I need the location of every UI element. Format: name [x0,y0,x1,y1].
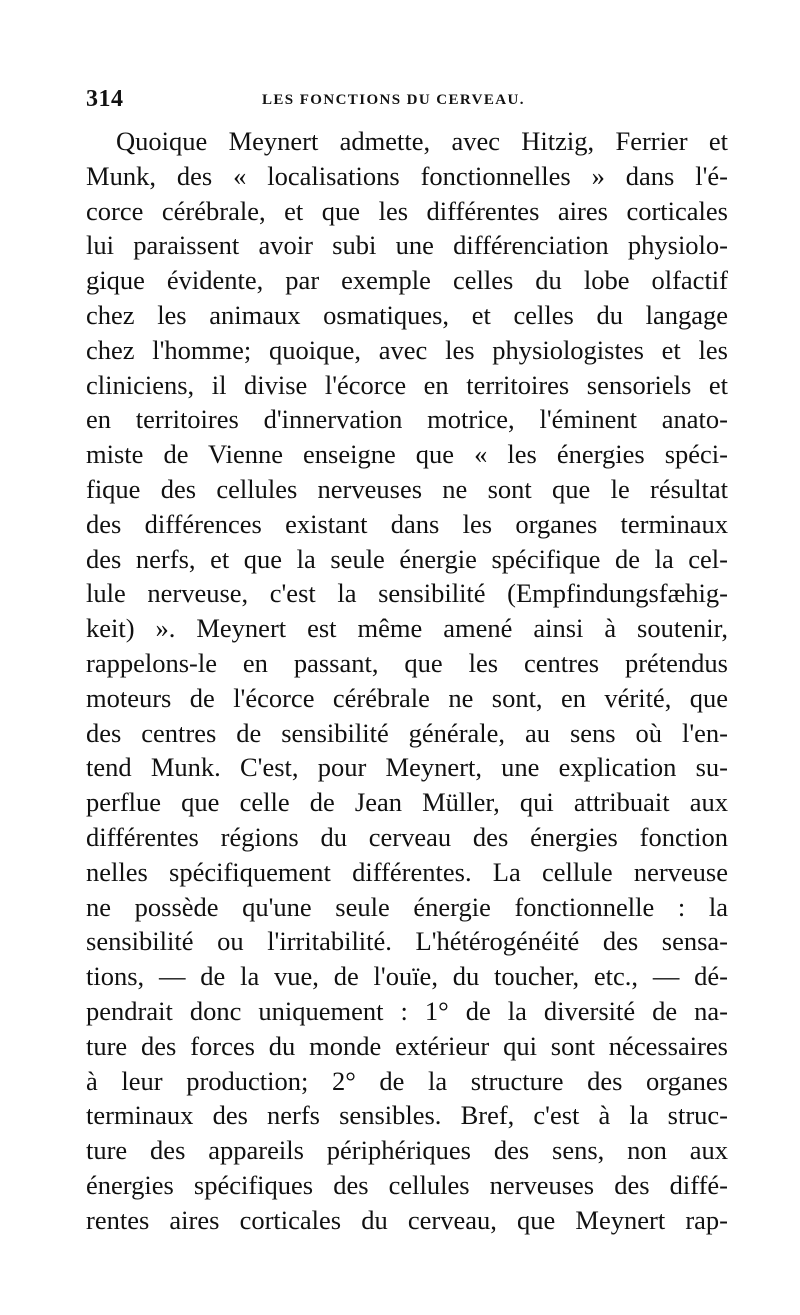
text-line: ture des appareils périphériques des sens, non aux [86,1135,728,1166]
text-line: en territoires d'innervation motrice, l'éminent anato- [86,404,728,435]
text-line: gique évidente, par exemple celles du lobe olfactif [86,265,728,296]
text-line: nelles spécifiquement différentes. La cellule nerveuse [86,856,728,887]
text-line: tions, — de la vue, de l'ouïe, du toucher, etc., — dé- [86,961,728,992]
text-line: lui paraissent avoir subi une différenciation physiolo- [86,230,728,261]
text-line: corce cérébrale, et que les différentes aires corticales [86,195,728,226]
text-line: moteurs de l'écorce cérébrale ne sont, en vérité, que [86,682,728,713]
text-line: pendrait donc uniquement : 1° de la diversité de na- [86,995,728,1026]
text-line: lule nerveuse, c'est la sensibilité (Empfindungsfæhig- [86,578,728,609]
text-line: perflue que celle de Jean Müller, qui attribuait aux [86,787,728,818]
text-line: miste de Vienne enseigne que « les énergies spéci- [86,439,728,470]
text-line: cliniciens, il divise l'écorce en territoires sensoriels et [86,369,728,400]
text-line: sensibilité ou l'irritabilité. L'hétérogénéité des sensa- [86,926,728,957]
text-line: des différences existant dans les organes terminaux [86,508,728,539]
text-line: ne possède qu'une seule énergie fonctionnelle : la [86,891,728,922]
body-text [86,124,728,1238]
text-line: fique des cellules nerveuses ne sont que le résultat [86,473,728,504]
text-line: keit) ». Meynert est même amené ainsi à soutenir, [86,613,728,644]
text-line: tend Munk. C'est, pour Meynert, une explication su- [86,752,728,783]
text-line: des nerfs, et que la seule énergie spécifique de la cel- [86,543,728,574]
text-line: chez les animaux osmatiques, et celles du langage [86,299,728,330]
text-line: à leur production; 2° de la structure des organes [86,1065,728,1096]
text-line: rentes aires corticales du cerveau, que Meynert rap- [86,1204,728,1235]
text-line: des centres de sensibilité générale, au sens où l'en- [86,717,728,748]
running-head [86,86,728,116]
text-line: ture des forces du monde extérieur qui sont nécessaires [86,1030,728,1061]
text-line: rappelons-le en passant, que les centres prétendus [86,647,728,678]
text-line: différentes régions du cerveau des énergies fonction [86,821,728,852]
text-line: chez l'homme; quoique, avec les physiologistes et les [86,334,728,365]
text-line: terminaux des nerfs sensibles. Bref, c'est à la struc- [86,1100,728,1131]
text-line: Munk, des « localisations fonctionnelles » dans l'é- [86,160,728,191]
text-line: Quoique Meynert admette, avec Hitzig, Ferrier et [116,126,728,156]
page-number: 314 [86,86,124,112]
running-title: LES FONCTIONS DU CERVEAU. [262,92,525,108]
text-line: énergies spécifiques des cellules nerveuses des diffé- [86,1169,728,1200]
